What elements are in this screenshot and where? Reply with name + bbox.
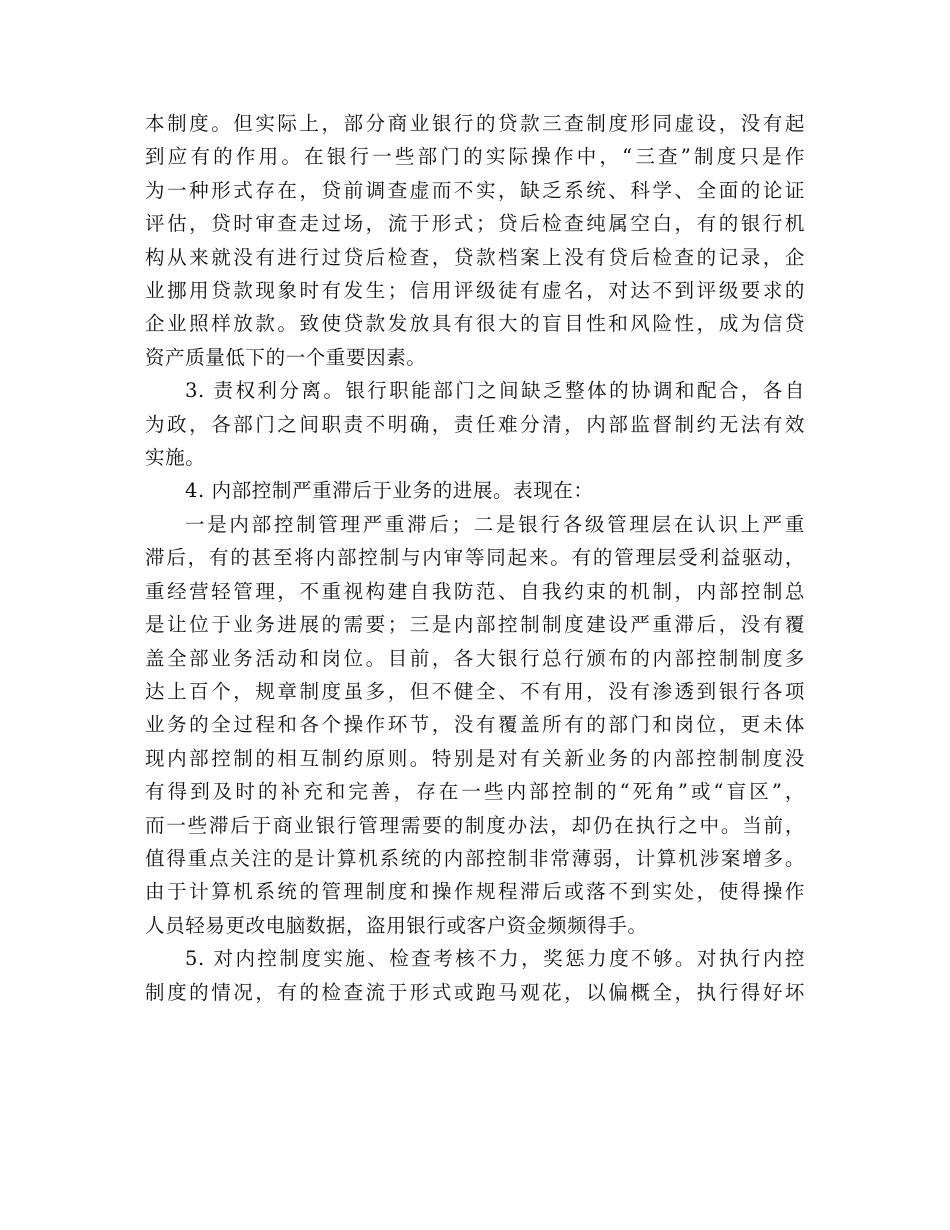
paragraph-1: [145, 107, 805, 374]
text-line: 构从来就没有进行过贷后检查，贷款档案上没有贷后检查的记录，企: [145, 245, 805, 269]
text-line: 有得到及时的补充和完善，存在一些内部控制的“死角”或“盲区”，: [145, 780, 805, 804]
text-line: 是让位于业务进展的需要；三是内部控制制度建设严重滞后，没有覆: [145, 613, 805, 637]
paragraph-5: [145, 942, 805, 1009]
text-line: 评估，贷时审查走过场，流于形式；贷后检查纯属空白，有的银行机: [145, 212, 805, 236]
text-line: 业挪用贷款现象时有发生；信用评级徒有虚名，对达不到评级要求的: [145, 279, 805, 303]
text-line: 3. 责权利分离。银行职能部门之间缺乏整体的协调和配合，各自: [185, 379, 805, 403]
text-line: 本制度。但实际上，部分商业银行的贷款三查制度形同虚设，没有起: [145, 112, 805, 135]
text-line: 为政，各部门之间职责不明确，责任难分清，内部监督制约无法有效: [145, 412, 805, 436]
text-line: 滞后，有的甚至将内部控制与内审等同起来。有的管理层受利益驱动，: [145, 546, 805, 570]
text-line: 资产质量低下的一个重要因素。: [145, 345, 427, 369]
text-line: 而一些滞后于商业银行管理需要的制度办法，却仍在执行之中。当前，: [145, 813, 805, 837]
text-line: 值得重点关注的是计算机系统的内部控制非常薄弱，计算机涉案增多。: [145, 846, 805, 870]
text-line: 业务的全过程和各个操作环节，没有覆盖所有的部门和岗位，更未体: [145, 713, 805, 737]
text-line: 实施。: [145, 446, 206, 470]
text-line: 现内部控制的相互制约原则。特别是对有关新业务的内部控制制度没: [145, 746, 805, 770]
text-line: 制度的情况，有的检查流于形式或跑马观花，以偏概全，执行得好坏: [145, 980, 805, 1004]
paragraph-4: [145, 508, 805, 942]
text-line: 由于计算机系统的管理制度和操作规程滞后或落不到实处，使得操作: [145, 880, 805, 904]
text-line: 到应有的作用。在银行一些部门的实际操作中，“三查”制度只是作: [145, 145, 805, 169]
text-line: 5. 对内控制度实施、检查考核不力，奖惩力度不够。对执行内控: [185, 947, 805, 971]
document-page: [145, 107, 805, 1009]
text-line: 4. 内部控制严重滞后于业务的进展。表现在：: [185, 479, 594, 503]
text-line: 人员轻易更改电脑数据，盗用银行或客户资金频频得手。: [145, 913, 648, 937]
text-line: 为一种形式存在，贷前调查虚而不实，缺乏系统、科学、全面的论证: [145, 178, 805, 202]
paragraph-2: [145, 374, 805, 474]
text-line: 企业照样放款。致使贷款发放具有很大的盲目性和风险性，成为信贷: [145, 312, 805, 336]
text-line: 重经营轻管理，不重视构建自我防范、自我约束的机制，内部控制总: [145, 579, 805, 603]
text-line: 一是内部控制管理严重滞后；二是银行各级管理层在认识上严重: [185, 512, 805, 536]
text-line: 达上百个，规章制度虽多，但不健全、不有用，没有渗透到银行各项: [145, 679, 805, 703]
paragraph-3: [145, 474, 805, 507]
text-line: 盖全部业务活动和岗位。目前，各大银行总行颁布的内部控制制度多: [145, 646, 805, 670]
